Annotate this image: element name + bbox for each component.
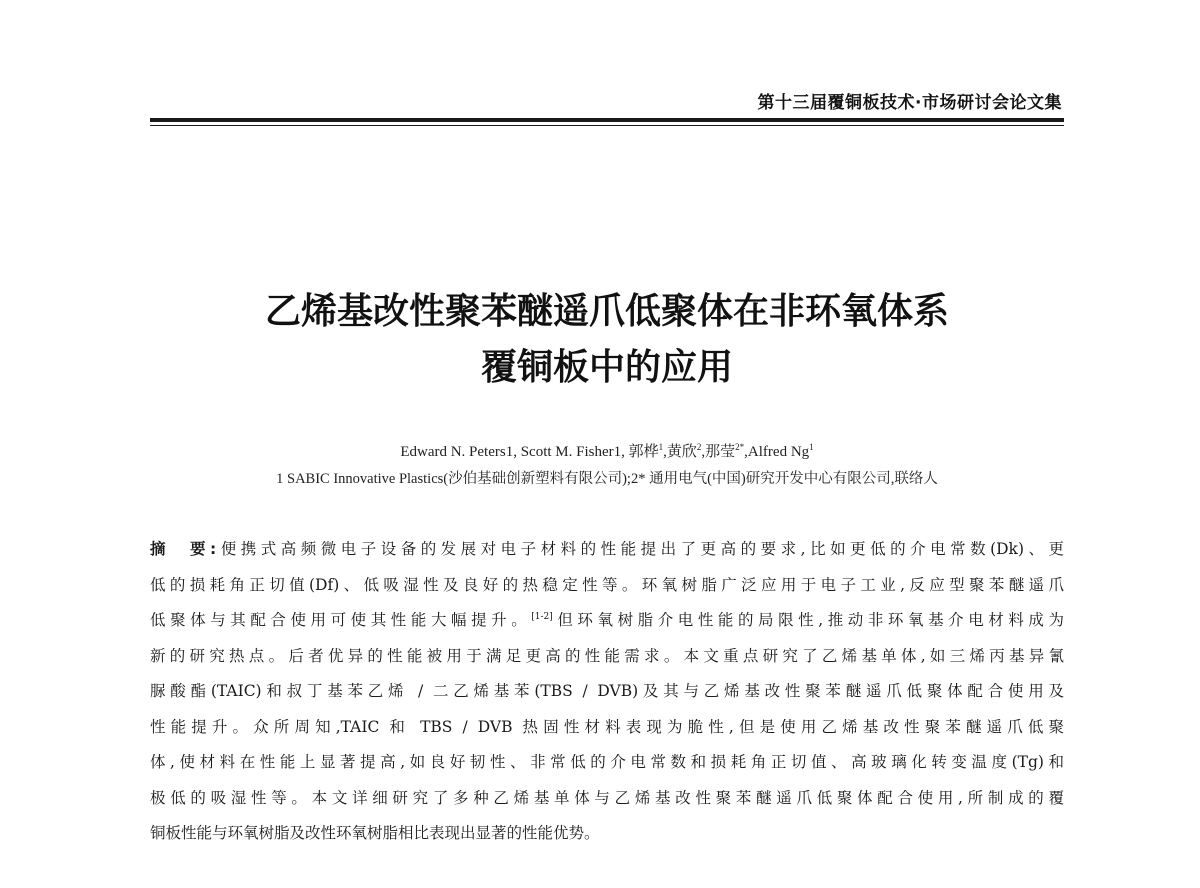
abstract-text-1: 便携式高频微电子设备的发展对电子材料的性能提出了更高的要求,比如更低的介电常数(Dk)、更 bbox=[216, 540, 1064, 558]
title-line-2: 覆铜板中的应用 bbox=[480, 347, 733, 388]
affiliation: 1 SABIC Innovative Plastics(沙伯基础创新塑料有限公司);2* 通用电气(中国)研究开发中心有限公司,联络人 bbox=[276, 471, 938, 487]
abstract-label: 摘 要: bbox=[150, 540, 217, 558]
author-3-affil: 2* bbox=[735, 442, 745, 452]
running-header: 第十三届覆铜板技术·市场研讨会论文集 bbox=[757, 93, 1062, 113]
author-3: ,那莹 bbox=[701, 444, 736, 460]
author-2: ,黄欣 bbox=[663, 444, 697, 460]
citation-ref: [1-2] bbox=[531, 611, 553, 622]
title-line-1: 乙烯基改性聚苯醚遥爪低聚体在非环氧体系 bbox=[264, 291, 949, 332]
abstract-line-4: 新的研究热点。后者优异的性能被用于满足更高的性能需求。本文重点研究了乙烯基单体,如三烯丙基异氰 bbox=[150, 646, 1064, 665]
author-list bbox=[150, 437, 1064, 462]
abstract-line-6: 性能提升。众所周知,TAIC 和 TBS / DVB 热固性材料表现为脆性,但是使用乙烯基改性聚苯醚遥爪低聚 bbox=[150, 717, 1064, 736]
abstract-line-5: 脲酸酯(TAIC)和叔丁基苯乙烯 / 二乙烯基苯(TBS / DVB)及其与乙烯基改性聚苯醚遥爪低聚体配合使用及 bbox=[150, 682, 1064, 700]
author-1: Edward N. Peters1, Scott M. Fisher1, 郭桦 bbox=[400, 444, 659, 460]
paper-title bbox=[150, 284, 1064, 396]
author-4: ,Alfred Ng bbox=[744, 444, 810, 460]
author-1-affil: 1 bbox=[658, 442, 664, 452]
abstract-text-3b: 但环氧树脂介电性能的局限性,推动非环氧基介电材料成为 bbox=[552, 611, 1064, 629]
abstract-line-7: 体,使材料在性能上显著提高,如良好韧性、非常低的介电常数和损耗角正切值、高玻璃化转变温度(Tg)和 bbox=[150, 753, 1064, 771]
author-4-affil: 1 bbox=[809, 442, 814, 452]
header-rule-thick bbox=[150, 118, 1064, 122]
author-2-affil: 2 bbox=[696, 442, 702, 452]
abstract-line-3 bbox=[150, 603, 1064, 639]
abstract-text-3a: 低聚体与其配合使用可使其性能大幅提升。 bbox=[150, 611, 532, 629]
abstract-line-2: 低的损耗角正切值(Df)、低吸湿性及良好的热稳定性等。环氧树脂广泛应用于电子工业,反应型聚苯醚遥爪 bbox=[150, 575, 1064, 594]
abstract-line-1 bbox=[150, 532, 1064, 568]
abstract-line-8: 极低的吸湿性等。本文详细研究了多种乙烯基单体与乙烯基改性聚苯醚遥爪低聚体配合使用,所制成的覆 bbox=[150, 788, 1064, 807]
abstract bbox=[150, 532, 1064, 852]
abstract-line-9: 铜板性能与环氧树脂及改性环氧树脂相比表现出显著的性能优势。 bbox=[150, 824, 600, 842]
header-rule-thin bbox=[150, 125, 1064, 126]
